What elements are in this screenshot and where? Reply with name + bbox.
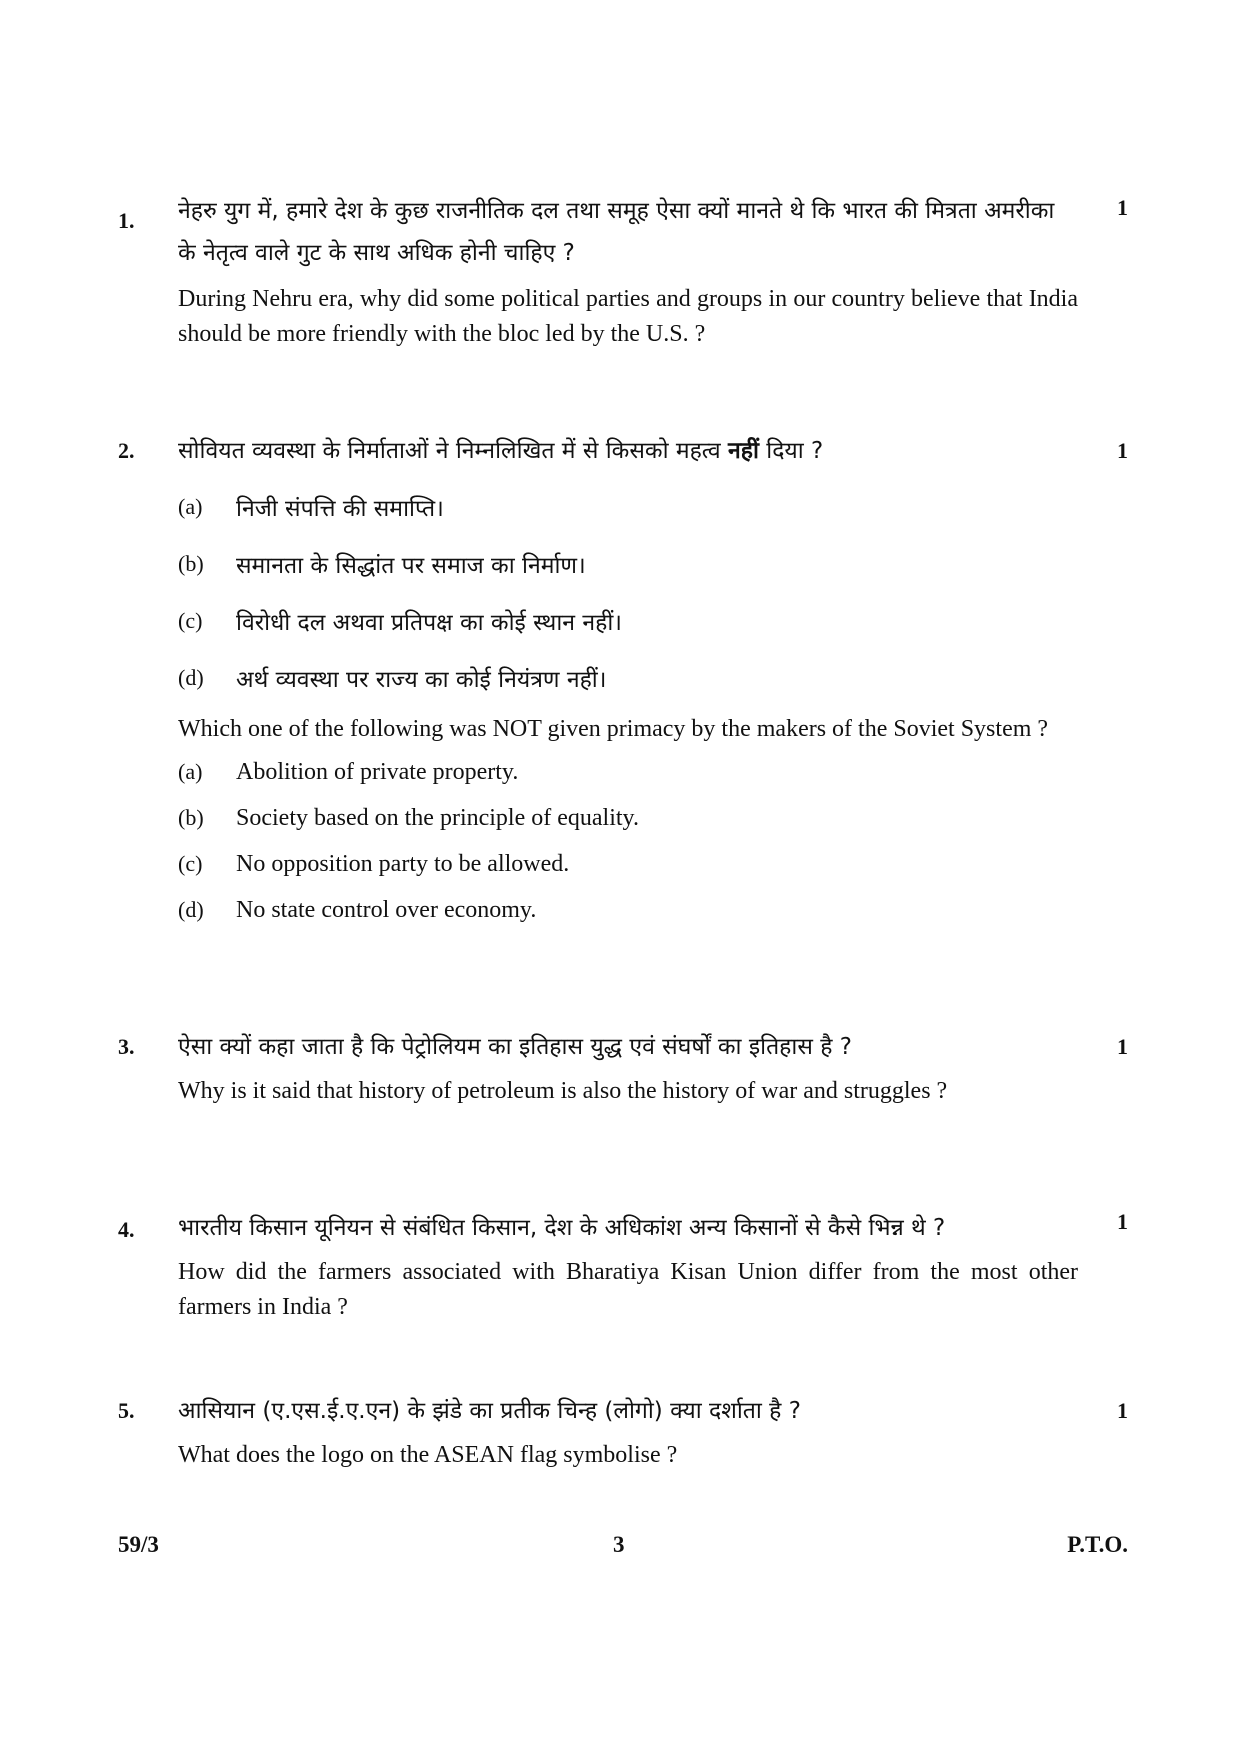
option-text: Abolition of private property. <box>236 758 519 785</box>
option-d-hindi <box>178 649 1128 706</box>
question-marks: 1 <box>1117 1209 1128 1234</box>
question-marks: 1 <box>1117 1034 1128 1059</box>
question-number: 2. <box>118 438 135 463</box>
option-text: No opposition party to be allowed. <box>236 850 570 877</box>
question-number: 4. <box>118 1217 135 1242</box>
option-label: (b) <box>178 805 204 830</box>
paper-code: 59/3 <box>118 1532 159 1557</box>
page-footer <box>118 1532 1128 1562</box>
option-text: No state control over economy. <box>236 896 537 923</box>
question-text-hindi-part: सोवियत व्यवस्था के निर्माताओं ने निम्नलिखित में से किसको महत्व <box>178 438 728 464</box>
option-a-hindi <box>178 478 1128 535</box>
question-marks: 1 <box>1117 438 1128 463</box>
question-marks: 1 <box>1117 195 1128 220</box>
option-b-english <box>178 795 1128 841</box>
question-4 <box>118 1207 1128 1325</box>
option-label: (d) <box>178 664 204 690</box>
emphasis-not: नहीं <box>728 438 759 464</box>
english-options <box>178 749 1128 933</box>
option-d-english <box>178 887 1128 933</box>
question-text-hindi: आसियान (ए.एस.ई.ए.एन) के झंडे का प्रतीक चिन्ह (लोगो) क्या दर्शाता है ? <box>178 1398 801 1424</box>
option-label: (c) <box>178 607 203 633</box>
option-text: अर्थ व्यवस्था पर राज्य का कोई नियंत्रण नहीं। <box>236 666 607 693</box>
question-2 <box>118 430 1128 933</box>
question-text-hindi: भारतीय किसान यूनियन से संबंधित किसान, देश के अधिकांश अन्य किसानों से कैसे भिन्न थे ? <box>178 1215 946 1241</box>
option-label: (a) <box>178 493 203 519</box>
option-text: विरोधी दल अथवा प्रतिपक्ष का कोई स्थान नहीं। <box>236 609 623 636</box>
option-text: समानता के सिद्धांत पर समाज का निर्माण। <box>236 552 586 579</box>
option-label: (d) <box>178 897 204 922</box>
question-text-hindi: ऐसा क्यों कहा जाता है कि पेट्रोलियम का इतिहास युद्ध एवं संघर्षों का इतिहास है ? <box>178 1034 852 1060</box>
question-number: 3. <box>118 1034 135 1059</box>
question-text-english: How did the farmers associated with Bharatiya Kisan Union differ from the most other farmers in India ? <box>178 1259 1078 1320</box>
option-text: निजी संपत्ति की समाप्ति। <box>236 495 444 522</box>
question-text-english: During Nehru era, why did some political parties and groups in our country believe that India should be more friendly with the bloc led by the U.S. ? <box>178 286 1078 347</box>
question-text-english: What does the logo on the ASEAN flag symbolise ? <box>178 1442 678 1468</box>
question-number: 5. <box>118 1398 135 1423</box>
option-label: (b) <box>178 550 204 576</box>
option-a-english <box>178 749 1128 795</box>
question-text-english: Why is it said that history of petroleum is also the history of war and struggles ? <box>178 1078 948 1104</box>
question-text-hindi: नेहरु युग में, हमारे देश के कुछ राजनीतिक दल तथा समूह ऐसा क्यों मानते थे कि भारत की मित्रता अमरीका के नेतृत्व वाले गुट के साथ अधिक होनी चाहिए ? <box>178 198 1055 266</box>
option-label: (a) <box>178 759 203 784</box>
option-c-hindi <box>178 592 1128 649</box>
question-text-english: Which one of the following was NOT given primacy by the makers of the Soviet System ? <box>178 716 1049 742</box>
option-text: Society based on the principle of equality. <box>236 804 639 831</box>
question-marks: 1 <box>1117 1398 1128 1423</box>
option-b-hindi <box>178 535 1128 592</box>
question-text-hindi <box>178 430 1078 472</box>
question-5 <box>118 1390 1128 1473</box>
option-label: (c) <box>178 851 203 876</box>
question-1 <box>118 190 1128 352</box>
option-c-english <box>178 841 1128 887</box>
question-number: 1. <box>118 208 135 233</box>
please-turn-over: P.T.O. <box>1067 1532 1128 1557</box>
page-number: 3 <box>613 1532 625 1557</box>
question-text-hindi-part: दिया ? <box>758 438 824 464</box>
hindi-options <box>178 478 1128 706</box>
question-3 <box>118 1026 1128 1109</box>
